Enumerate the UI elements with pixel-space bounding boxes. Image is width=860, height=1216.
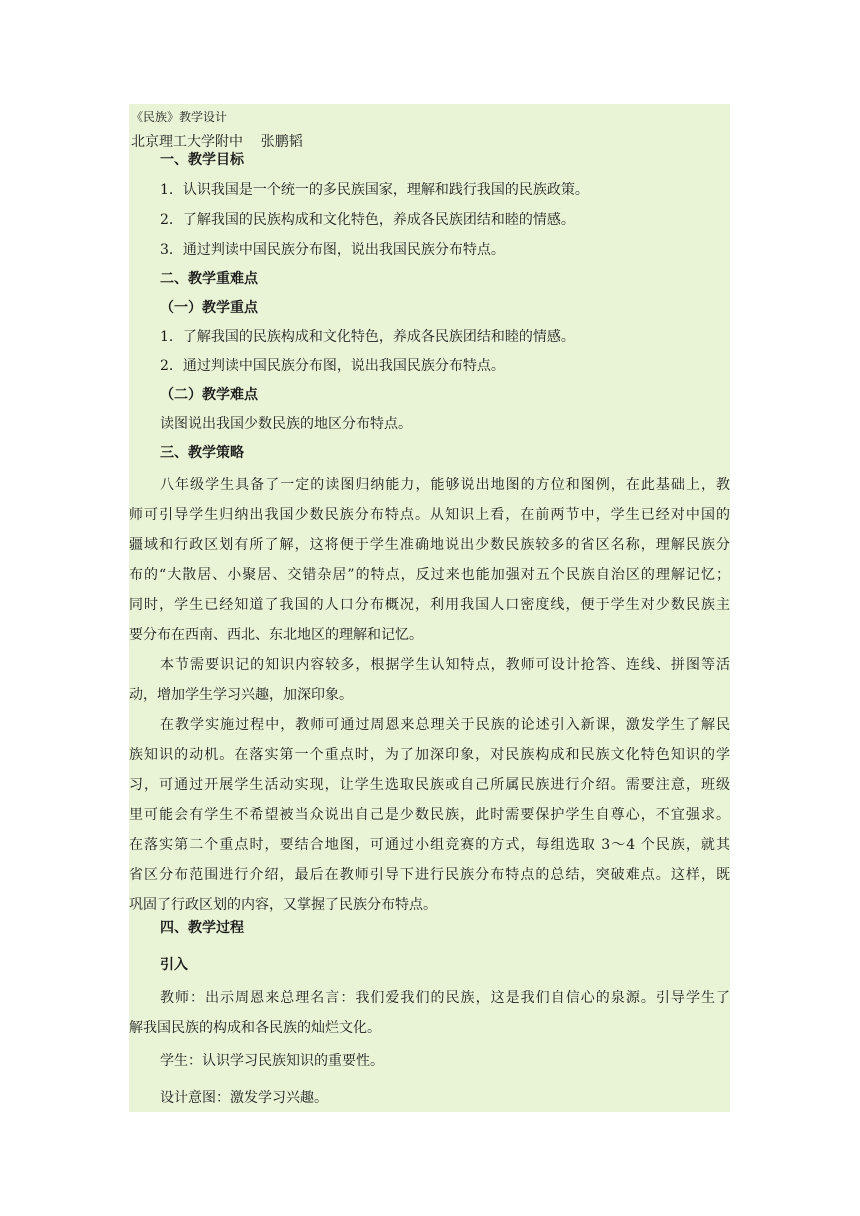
section-heading-key-points: 二、教学重难点 bbox=[160, 271, 258, 287]
goal-item: 1．认识我国是一个统一的多民族国家，理解和践行我国的民族政策。 bbox=[160, 182, 589, 198]
strategy-para1-line: 疆域和行政区划有所了解，这将便于学生准确地说出少数民族较多的省区名称，理解民族分 bbox=[129, 537, 730, 553]
doc-title: 《民族》教学设计 bbox=[131, 110, 228, 124]
subheading-focus: （一）教学重点 bbox=[160, 300, 258, 316]
goal-item: 2．了解我国的民族构成和文化特色，养成各民族团结和睦的情感。 bbox=[160, 212, 575, 228]
author-line: 北京理工大学附中 张鹏韬 bbox=[131, 134, 303, 150]
process-teacher-line: 解我国民族的构成和各民族的灿烂文化。 bbox=[129, 1020, 381, 1036]
strategy-para3-line: 在落实第二个重点时，要结合地图，可通过小组竞赛的方式，每组选取 3～4 个民族，就其 bbox=[129, 837, 730, 853]
subheading-intro: 引入 bbox=[160, 957, 188, 973]
strategy-para3-line: 巩固了行政区划的内容，又掌握了民族分布特点。 bbox=[129, 897, 437, 913]
focus-item: 2．通过判读中国民族分布图，说出我国民族分布特点。 bbox=[160, 358, 505, 374]
strategy-para3-line: 族知识的动机。在落实第一个重点时，为了加深印象，对民族构成和民族文化特色知识的学 bbox=[129, 747, 730, 763]
section-heading-strategy: 三、教学策略 bbox=[160, 445, 244, 461]
section-heading-process: 四、教学过程 bbox=[160, 920, 244, 936]
strategy-para1-line: 师可引导学生归纳出我国少数民族分布特点。从知识上看，在前两节中，学生已经对中国的 bbox=[129, 507, 730, 523]
strategy-para3-line: 里可能会有学生不希望被当众说出自己是少数民族，此时需要保护学生自尊心，不宜强求。 bbox=[129, 807, 730, 823]
strategy-para1-line: 布的“大散居、小聚居、交错杂居”的特点，反过来也能加强对五个民族自治区的理解记忆； bbox=[129, 567, 730, 583]
difficulty-text: 读图说出我国少数民族的地区分布特点。 bbox=[160, 416, 412, 432]
subheading-difficulty: （二）教学难点 bbox=[160, 387, 258, 403]
strategy-para2-line: 动，增加学生学习兴趣，加深印象。 bbox=[129, 687, 353, 703]
strategy-para1-line: 要分布在西南、西北、东北地区的理解和记忆。 bbox=[129, 627, 423, 643]
process-design-intent: 设计意图：激发学习兴趣。 bbox=[160, 1090, 328, 1106]
strategy-para3-line: 在教学实施过程中，教师可通过周恩来总理关于民族的论述引入新课，激发学生了解民 bbox=[160, 717, 730, 733]
process-student-line: 学生：认识学习民族知识的重要性。 bbox=[160, 1053, 384, 1069]
strategy-para3-line: 习，可通过开展学生活动实现，让学生选取民族或自己所属民族进行介绍。需要注意，班级 bbox=[129, 777, 730, 793]
strategy-para2-line: 本节需要识记的知识内容较多，根据学生认知特点，教师可设计抢答、连线、拼图等活 bbox=[160, 657, 730, 673]
process-teacher-line: 教师：出示周恩来总理名言：我们爱我们的民族，这是我们自信心的泉源。引导学生了 bbox=[160, 990, 730, 1006]
strategy-para3-line: 省区分布范围进行介绍，最后在教师引导下进行民族分布特点的总结，突破难点。这样，既 bbox=[129, 867, 730, 883]
section-heading-goals: 一、教学目标 bbox=[160, 152, 244, 168]
strategy-para1-line: 八年级学生具备了一定的读图归纳能力，能够说出地图的方位和图例，在此基础上，教 bbox=[160, 477, 730, 493]
focus-item: 1．了解我国的民族构成和文化特色，养成各民族团结和睦的情感。 bbox=[160, 329, 575, 345]
goal-item: 3．通过判读中国民族分布图，说出我国民族分布特点。 bbox=[160, 242, 505, 258]
document-page bbox=[129, 104, 730, 1112]
strategy-para1-line: 同时，学生已经知道了我国的人口分布概况，利用我国人口密度线，便于学生对少数民族主 bbox=[129, 597, 730, 613]
